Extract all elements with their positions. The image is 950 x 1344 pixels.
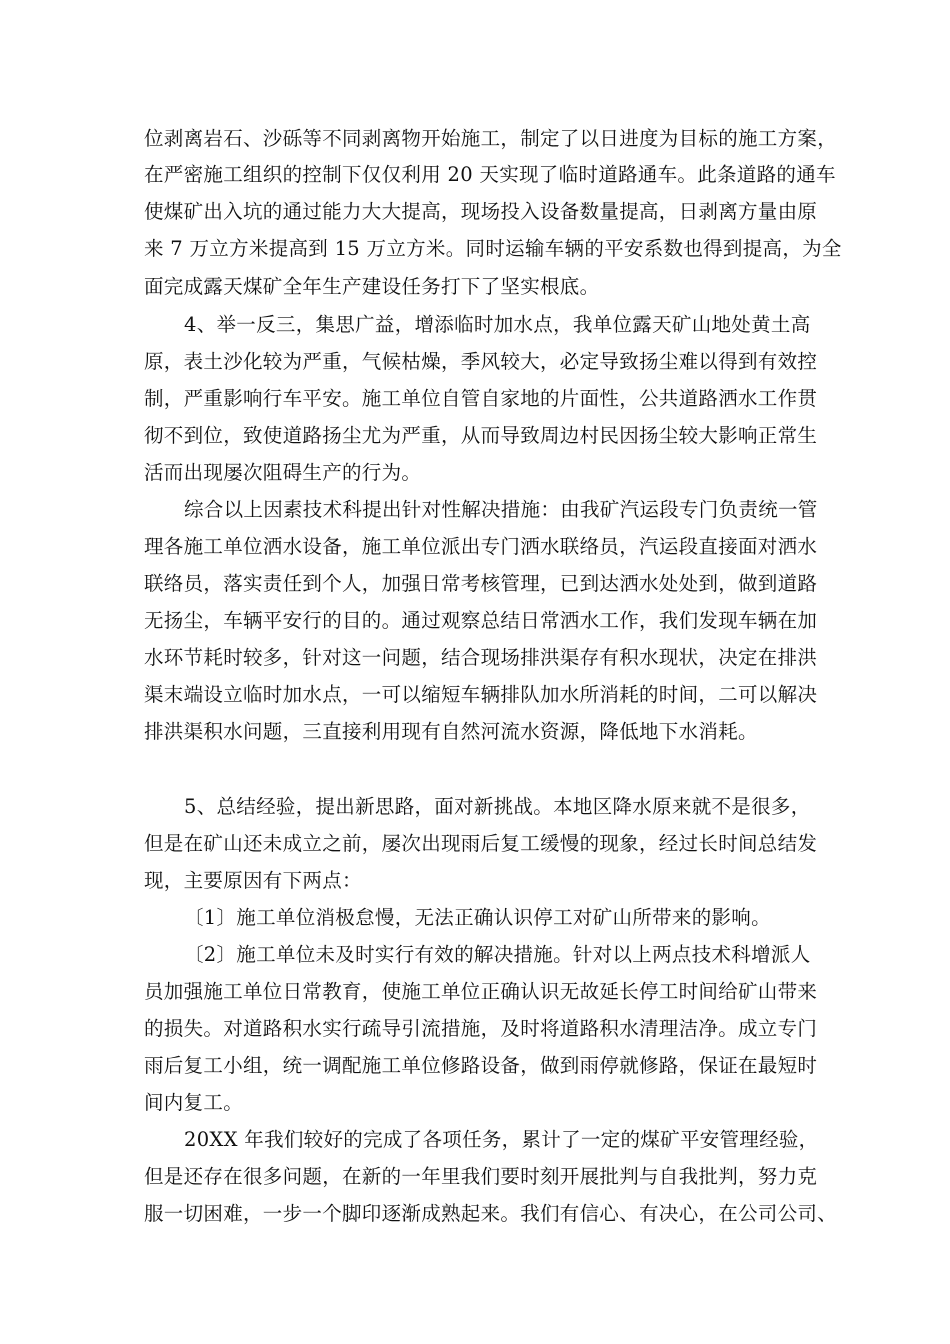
- text-line-5: 面完成露天煤矿全年生产建设任务打下了坚实根底。: [144, 275, 600, 298]
- text-line-21: 〔1〕施工单位消极怠慢，无法正确认识停工对矿山所带来的影响。: [184, 906, 771, 929]
- text-line-25: 雨后复工小组，统一调配施工单位修路设备，做到雨停就修路，保证在最短时: [144, 1054, 818, 1077]
- text-line-27: 20XX 年我们较好的完成了各项任务，累计了一定的煤矿平安管理经验，: [184, 1128, 819, 1151]
- text-line-3: 使煤矿出入坑的通过能力大大提高，现场投入设备数量提高，日剥离方量由原: [144, 200, 818, 223]
- text-line-28: 但是还存在很多问题，在新的一年里我们要时刻开展批判与自我批判，努力克: [144, 1165, 818, 1188]
- text-line-15: 水环节耗时较多，针对这一问题，结合现场排洪渠存有积水现状，决定在排洪: [144, 646, 818, 669]
- text-line-16: 渠末端设立临时加水点，一可以缩短车辆排队加水所消耗的时间，二可以解决: [144, 683, 818, 706]
- text-line-2: 在严密施工组织的控制下仅仅利用 20 天实现了临时道路通车。此条道路的通车: [144, 163, 836, 186]
- text-line-11: 综合以上因素技术科提出针对性解决措施：由我矿汽运段专门负责统一管: [184, 498, 818, 521]
- text-line-14: 无扬尘，车辆平安行的目的。通过观察总结日常洒水工作，我们发现车辆在加: [144, 609, 818, 632]
- text-line-4: 来 7 万立方米提高到 15 万立方米。同时运输车辆的平安系数也得到提高，为全: [144, 237, 842, 260]
- text-line-6: 4、举一反三，集思广益，增添临时加水点，我单位露天矿山地处黄土高: [184, 313, 811, 336]
- text-line-9: 彻不到位，致使道路扬尘尤为严重，从而导致周边村民因扬尘较大影响正常生: [144, 424, 818, 447]
- text-line-8: 制，严重影响行车平安。施工单位自管自家地的片面性，公共道路洒水工作贯: [144, 387, 818, 410]
- text-line-17: 排洪渠积水问题，三直接利用现有自然河流水资源，降低地下水消耗。: [144, 720, 758, 743]
- text-line-29: 服一切困难，一步一个脚印逐渐成熟起来。我们有信心、有决心，在公司公司、: [144, 1202, 838, 1225]
- text-line-10: 活而出现屡次阻碍生产的行为。: [144, 461, 422, 484]
- text-line-1: 位剥离岩石、沙砾等不同剥离物开始施工，制定了以日进度为目标的施工方案，: [144, 127, 838, 150]
- text-line-12: 理各施工单位洒水设备，施工单位派出专门洒水联络员，汽运段直接面对洒水: [144, 535, 818, 558]
- text-line-19: 但是在矿山还未成立之前，屡次出现雨后复工缓慢的现象，经过长时间总结发: [144, 832, 818, 855]
- text-line-18: 5、总结经验，提出新思路，面对新挑战。本地区降水原来就不是很多，: [184, 795, 811, 818]
- text-line-7: 原，表土沙化较为严重，气候枯燥，季风较大，必定导致扬尘难以得到有效控: [144, 350, 818, 373]
- text-line-26: 间内复工。: [144, 1091, 244, 1114]
- text-line-22: 〔2〕施工单位未及时实行有效的解决措施。针对以上两点技术科增派人: [184, 943, 811, 966]
- text-line-23: 员加强施工单位日常教育，使施工单位正确认识无故延长停工时间给矿山带来: [144, 980, 818, 1003]
- text-line-13: 联络员，落实责任到个人，加强日常考核管理，已到达洒水处处到，做到道路: [144, 572, 818, 595]
- text-line-24: 的损失。对道路积水实行疏导引流措施，及时将道路积水清理洁净。成立专门: [144, 1017, 818, 1040]
- text-line-20: 现，主要原因有下两点：: [144, 869, 362, 892]
